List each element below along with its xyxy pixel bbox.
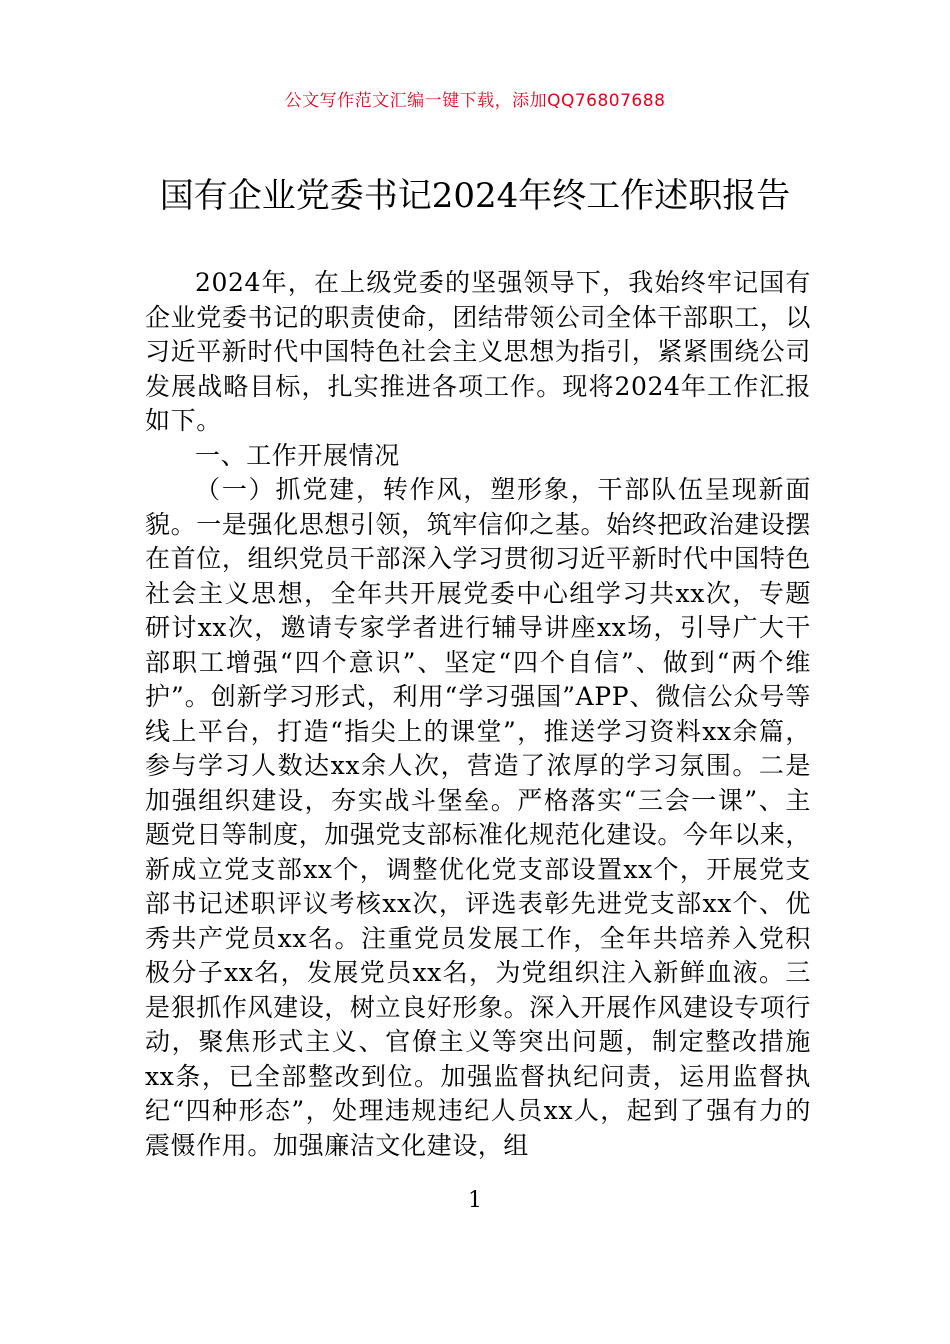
section-paragraph: （一）抓党建，转作风，塑形象，干部队伍呈现新面貌。一是强化思想引领，筑牢信仰之基。始终把政治建设摆在首位，组织党员干部深入学习贯彻习近平新时代中国特色社会主义思想，全年共开展党委中心组学习共xx次，专题研讨xx次，邀请专家学者进行辅导讲座xx场，引导广大干部职工增强“四个意识”、坚定“四个自信”、做到“两个维护”。创新学习形式，利用“学习强国”APP、微信公众号等线上平台，打造“指尖上的课堂”，推送学习资料xx余篇，参与学习人数达xx余人次，营造了浓厚的学习氛围。二是加强组织建设，夯实战斗堡垒。严格落实“三会一课”、主题党日等制度，加强党支部标准化规范化建设。今年以来，新成立党支部xx个，调整优化党支部设置xx个，开展党支部书记述职评议考核xx次，评选表彰先进党支部xx个、优秀共产党员xx名。注重党员发展工作，全年共培养入党积极分子xx名，发展党员xx名，为党组织注入新鲜血液。三是狠抓作风建设，树立良好形象。深入开展作风建设专项行动，聚焦形式主义、官僚主义等突出问题，制定整改措施xx条，已全部整改到位。加强监督执纪问责，运用监督执纪“四种形态”，处理违规违纪人员xx人，起到了强有力的震慑作用。加强廉洁文化建设，组 (145, 475, 811, 1160)
download-promo-note: 公文写作范文汇编一键下载，添加QQ76807688 (284, 91, 666, 111)
intro-paragraph: 2024年，在上级党委的坚强领导下，我始终牢记国有企业党委书记的职责使命，团结带领公司全体干部职工，以习近平新时代中国特色社会主义思想为指引，紧紧围绕公司发展战略目标，扎实推进各项工作。现将2024年工作汇报如下。 (145, 268, 811, 435)
page-number: 1 (468, 1188, 482, 1213)
document-body (145, 266, 811, 1163)
document-title: 国有企业党委书记2024年终工作述职报告 (159, 176, 791, 216)
section-heading: 一、工作开展情况 (195, 440, 400, 470)
